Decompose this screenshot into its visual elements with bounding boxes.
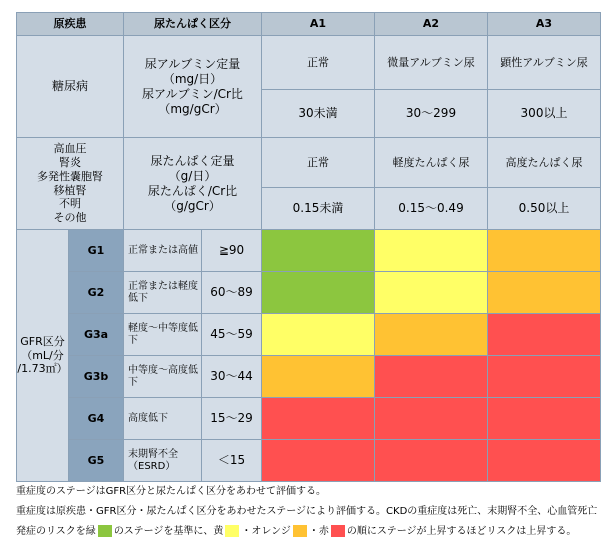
other-row-top (17, 138, 601, 188)
gfr-code: G4 (69, 398, 124, 440)
disease-diabetes: 糖尿病 (17, 36, 124, 138)
risk-cell (375, 314, 488, 356)
other-measure-line4: （g/gCr） (164, 198, 221, 213)
other-disease-1: 高血圧 (53, 142, 87, 156)
other-disease-4: 移植腎 (53, 183, 87, 197)
gfr-value: 30～44 (202, 356, 262, 398)
risk-cell (262, 314, 375, 356)
other-a2-label: 軽度たんぱく尿 (375, 138, 488, 188)
gfr-code: G3a (69, 314, 124, 356)
header-a2: A2 (375, 13, 488, 36)
red-swatch (331, 525, 345, 537)
gfr-value: 60～89 (202, 272, 262, 314)
diabetes-measure-line3: 尿アルブミン/Cr比 (142, 86, 243, 101)
gfr-row (17, 230, 601, 272)
gfr-value: ＜15 (202, 440, 262, 482)
gfr-row (17, 314, 601, 356)
risk-cell (375, 356, 488, 398)
header-disease: 原疾患 (17, 13, 124, 36)
gfr-row (17, 356, 601, 398)
gfr-row (17, 272, 601, 314)
other-a3-label: 高度たんぱく尿 (488, 138, 601, 188)
risk-cell (262, 230, 375, 272)
diabetes-a2-value: 30～299 (375, 90, 488, 138)
gfr-label-line3: /1.73㎡） (17, 362, 68, 376)
gfr-value: ≧90 (202, 230, 262, 272)
gfr-code: G2 (69, 272, 124, 314)
gfr-desc: 正常または軽度低下 (124, 272, 202, 314)
gfr-row (17, 398, 601, 440)
gfr-desc: 末期腎不全（ESRD） (124, 440, 202, 482)
risk-cell (375, 272, 488, 314)
other-a2-value: 0.15～0.49 (375, 188, 488, 230)
header-protein-class: 尿たんぱく区分 (124, 13, 262, 36)
diabetes-measure-line1: 尿アルブミン定量 (144, 56, 241, 71)
other-disease-3: 多発性嚢胞腎 (37, 169, 103, 183)
other-measure-line3: 尿たんぱく/Cr比 (147, 183, 238, 198)
green-swatch (98, 525, 112, 537)
diabetes-a3-value: 300以上 (488, 90, 601, 138)
header-row (17, 13, 601, 36)
gfr-label (17, 230, 69, 482)
gfr-label-line2: （mL/分 (21, 348, 64, 362)
note-text-e: の順にステージが上昇するほどリスクは上昇する。 (346, 526, 577, 537)
other-measure-line2: （g/日） (168, 168, 217, 183)
risk-cell (488, 272, 601, 314)
risk-cell (488, 230, 601, 272)
gfr-desc: 中等度～高度低下 (124, 356, 202, 398)
diabetes-measure-line4: （mg/gCr） (158, 101, 227, 116)
header-a1: A1 (262, 13, 375, 36)
orange-swatch (293, 525, 307, 537)
other-a1-value: 0.15未満 (262, 188, 375, 230)
gfr-desc: 高度低下 (124, 398, 202, 440)
gfr-code: G1 (69, 230, 124, 272)
diabetes-a1-value: 30未満 (262, 90, 375, 138)
diabetes-a3-label: 顕性アルブミン尿 (488, 36, 601, 90)
risk-cell (375, 440, 488, 482)
notes (16, 482, 606, 542)
risk-cell (262, 398, 375, 440)
gfr-desc: 軽度～中等度低下 (124, 314, 202, 356)
other-disease-5: 不明 (59, 197, 81, 211)
gfr-desc: 正常または高値 (124, 230, 202, 272)
note-line-2: 重症度は原疾患・GFR区分・尿たんぱく区分をあわせたステージにより評価する。CKDの重症度は死亡、末期腎不全、心血管死亡 (16, 506, 598, 517)
header-a3: A3 (488, 13, 601, 36)
risk-cell (262, 356, 375, 398)
note-text-c: ・オレンジ (241, 526, 291, 537)
gfr-value: 45～59 (202, 314, 262, 356)
other-a3-value: 0.50以上 (488, 188, 601, 230)
ckd-severity-table (16, 12, 601, 482)
note-text-b: のステージを基準に、黄 (113, 526, 224, 537)
risk-cell (262, 440, 375, 482)
note-line-1: 重症度のステージはGFR区分と尿たんぱく区分をあわせて評価する。 (16, 486, 327, 497)
note-text-d: ・赤 (308, 526, 329, 537)
gfr-row (17, 440, 601, 482)
note-line-3 (16, 522, 606, 542)
diabetes-row-top (17, 36, 601, 90)
risk-cell (375, 398, 488, 440)
other-measure-line1: 尿たんぱく定量 (150, 153, 235, 168)
gfr-code: G3b (69, 356, 124, 398)
diabetes-a1-label: 正常 (262, 36, 375, 90)
risk-cell (488, 398, 601, 440)
yellow-swatch (225, 525, 239, 537)
disease-other (17, 138, 124, 230)
risk-cell (488, 440, 601, 482)
risk-cell (375, 230, 488, 272)
diabetes-measure (124, 36, 262, 138)
note-text-a: 発症のリスクを緑 (16, 526, 96, 537)
gfr-code: G5 (69, 440, 124, 482)
other-measure (124, 138, 262, 230)
other-a1-label: 正常 (262, 138, 375, 188)
other-disease-6: その他 (53, 211, 87, 224)
gfr-label-line1: GFR区分 (20, 334, 65, 348)
gfr-value: 15～29 (202, 398, 262, 440)
risk-cell (488, 314, 601, 356)
diabetes-measure-line2: （mg/日） (162, 71, 223, 86)
risk-cell (262, 272, 375, 314)
risk-cell (488, 356, 601, 398)
diabetes-a2-label: 微量アルブミン尿 (375, 36, 488, 90)
other-disease-2: 腎炎 (59, 156, 81, 169)
